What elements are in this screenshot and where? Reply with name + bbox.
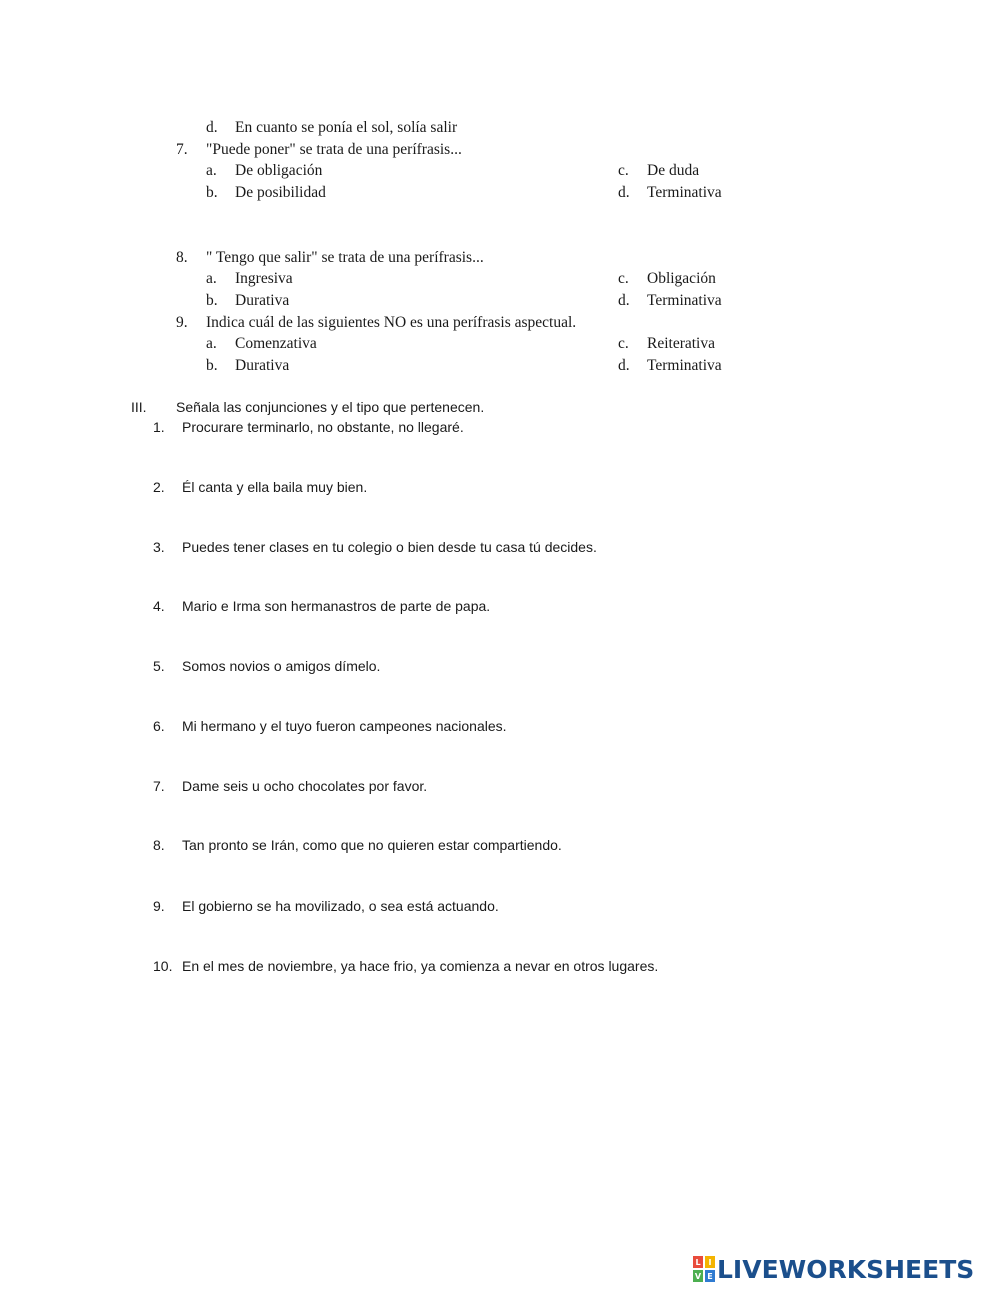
- q8-option-d-letter: d.: [618, 292, 630, 309]
- s3-item-3-number: 3.: [153, 539, 165, 555]
- q9-option-b-letter: b.: [206, 357, 218, 374]
- q9-option-a-letter: a.: [206, 335, 217, 352]
- q9-option-c-letter: c.: [618, 335, 629, 352]
- s3-item-9-number: 9.: [153, 898, 165, 914]
- section3-numeral: III.: [131, 399, 147, 415]
- q8-number: 8.: [176, 249, 188, 266]
- q7-option-c[interactable]: De duda: [647, 162, 700, 179]
- q7-text: "Puede poner" se trata de una perífrasis...: [206, 141, 462, 158]
- s3-item-1-text: Procurare terminarlo, no obstante, no llegaré.: [182, 419, 464, 435]
- s3-item-7-text: Dame seis u ocho chocolates por favor.: [182, 778, 428, 794]
- s3-item-5-text: Somos novios o amigos dímelo.: [182, 658, 381, 674]
- q8-option-b[interactable]: Durativa: [235, 292, 290, 309]
- logo-block-e: E: [705, 1270, 715, 1282]
- q9-option-a[interactable]: Comenzativa: [235, 335, 317, 352]
- logo-text: LIVEWORKSHEETS: [717, 1254, 975, 1284]
- s3-item-9-text: El gobierno se ha movilizado, o sea está actuando.: [182, 898, 499, 914]
- q9-text: Indica cuál de las siguientes NO es una perífrasis aspectual.: [206, 314, 577, 331]
- s3-item-3-text: Puedes tener clases en tu colegio o bien desde tu casa tú decides.: [182, 539, 597, 555]
- s3-item-8-number: 8.: [153, 837, 165, 853]
- s3-item-10-text: En el mes de noviembre, ya hace frio, ya comienza a nevar en otros lugares.: [182, 958, 659, 974]
- s3-item-6-number: 6.: [153, 718, 165, 734]
- logo-block-l: L: [693, 1256, 703, 1268]
- s3-item-7-number: 7.: [153, 778, 165, 794]
- s3-item-1-number: 1.: [153, 419, 165, 435]
- q9-option-c[interactable]: Reiterativa: [647, 335, 715, 352]
- q7-option-d-letter: d.: [618, 184, 630, 201]
- s3-item-2-text: Él canta y ella baila muy bien.: [182, 479, 368, 495]
- q6-option-d-letter: d.: [206, 119, 218, 136]
- s3-item-8-text: Tan pronto se Irán, como que no quieren estar compartiendo.: [182, 837, 562, 853]
- q9-number: 9.: [176, 314, 188, 331]
- q7-option-c-letter: c.: [618, 162, 629, 179]
- q7-option-b-letter: b.: [206, 184, 218, 201]
- q8-option-a[interactable]: Ingresiva: [235, 270, 293, 287]
- q9-option-d-letter: d.: [618, 357, 630, 374]
- logo-block-i: I: [705, 1256, 715, 1268]
- s3-item-5-number: 5.: [153, 658, 165, 674]
- q9-option-b[interactable]: Durativa: [235, 357, 290, 374]
- logo-blocks-icon: [693, 1256, 715, 1282]
- logo-block-v: V: [694, 1271, 702, 1281]
- s3-item-4-number: 4.: [153, 598, 165, 614]
- q6-option-d-text: En cuanto se ponía el sol, solía salir: [235, 119, 458, 136]
- liveworksheets-logo: [693, 1256, 974, 1282]
- q8-text: " Tengo que salir" se trata de una perífrasis...: [206, 249, 484, 266]
- q8-option-d[interactable]: Terminativa: [647, 292, 722, 309]
- s3-item-4-text: Mario e Irma son hermanastros de parte de papa.: [182, 598, 491, 614]
- q8-option-b-letter: b.: [206, 292, 218, 309]
- q7-option-d[interactable]: Terminativa: [647, 184, 722, 201]
- q9-option-d[interactable]: Terminativa: [647, 357, 722, 374]
- q7-option-b[interactable]: De posibilidad: [235, 184, 326, 201]
- q8-option-c-letter: c.: [618, 270, 629, 287]
- q8-option-a-letter: a.: [206, 270, 217, 287]
- q7-option-a[interactable]: De obligación: [235, 162, 323, 179]
- q7-number: 7.: [176, 141, 188, 158]
- s3-item-2-number: 2.: [153, 479, 165, 495]
- section3-title: Señala las conjunciones y el tipo que pertenecen.: [176, 399, 485, 415]
- s3-item-6-text: Mi hermano y el tuyo fueron campeones nacionales.: [182, 718, 507, 734]
- q7-option-a-letter: a.: [206, 162, 217, 179]
- s3-item-10-number: 10.: [153, 958, 173, 974]
- q8-option-c[interactable]: Obligación: [647, 270, 716, 287]
